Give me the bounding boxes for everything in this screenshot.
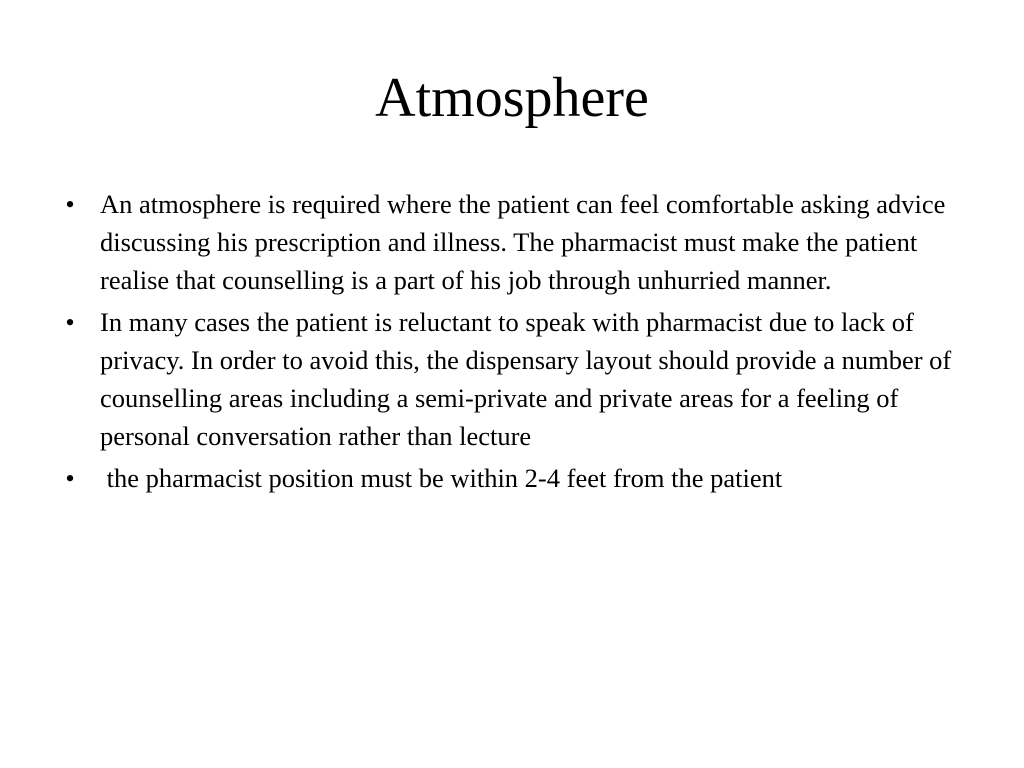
bullet-text-privacy: In many cases the patient is reluctant to speak with pharmacist due to lack of privacy. In order to avoid this, the dispensary layout should provide a number of counselling areas including a semi-private and private areas for a feeling of personal conversation rather than lecture bbox=[100, 307, 952, 451]
bullet-item bbox=[60, 303, 970, 455]
bullet-list bbox=[60, 185, 970, 501]
bullet-icon: • bbox=[65, 463, 75, 493]
slide-title: Atmosphere bbox=[375, 67, 649, 129]
bullet-text-position: the pharmacist position must be within 2-4 feet from the patient bbox=[100, 463, 783, 493]
bullet-text-atmosphere: An atmosphere is required where the patient can feel comfortable asking advice discussing his prescription and illness. The pharmacist must make the patient realise that counselling is a part of his job through unhurried manner. bbox=[100, 189, 946, 295]
bullet-item bbox=[60, 459, 970, 497]
bullet-icon: • bbox=[65, 189, 75, 219]
bullet-icon: • bbox=[65, 307, 75, 337]
bullet-item bbox=[60, 185, 970, 299]
